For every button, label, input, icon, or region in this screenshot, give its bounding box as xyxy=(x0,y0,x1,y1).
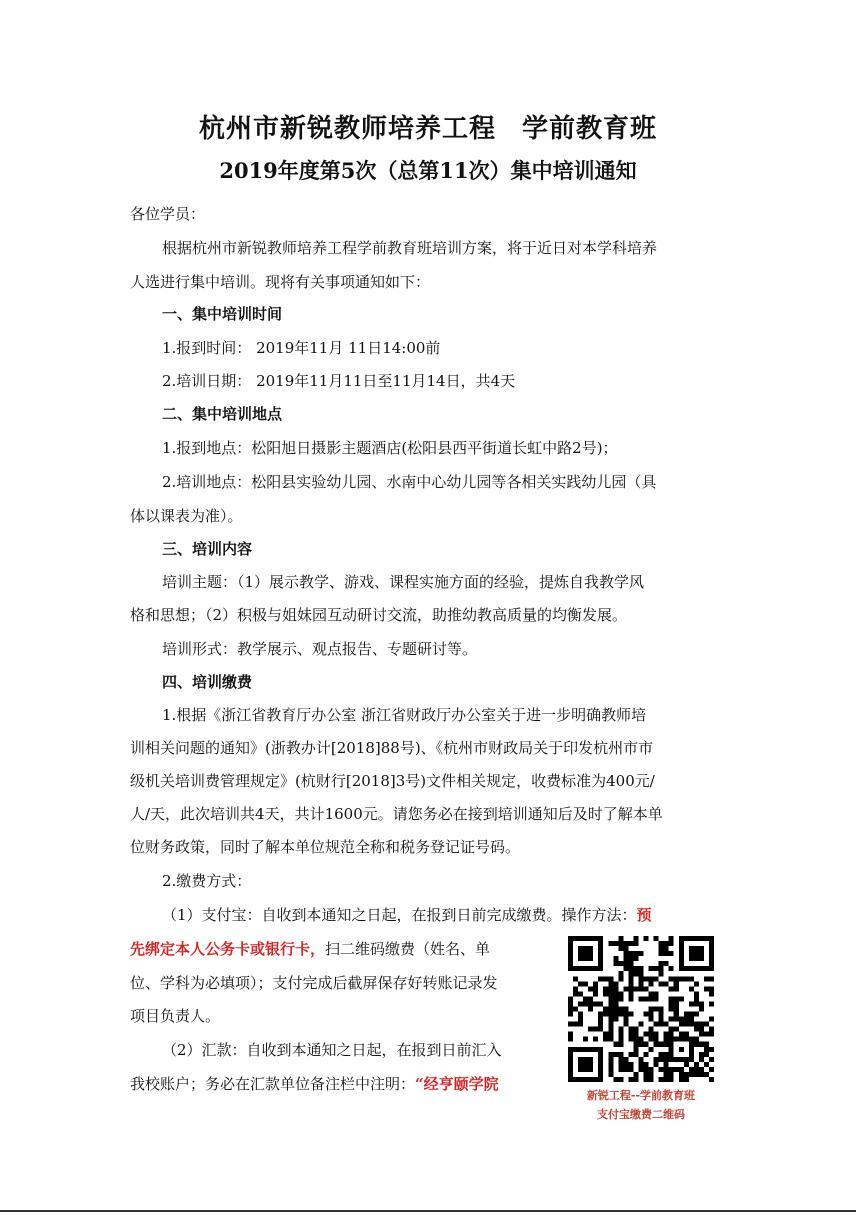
section-1-heading: 一、集中培训时间 xyxy=(162,305,283,323)
fee-line-4: 人/天，此次培训共4天，共计1600元。请您务必在接到培训通知后及时了解本单 xyxy=(130,805,663,823)
training-dates: 2.培训日期： 2019年11月11日至11月14日，共4天 xyxy=(162,372,516,390)
alipay-line-2-emphasis: 先绑定本人公务卡或银行卡， xyxy=(130,940,326,958)
qr-caption-line-2: 支付宝缴费二维码 xyxy=(597,1108,685,1121)
page-subtitle: 2019年度第5次（总第11次）集中培训通知 xyxy=(219,158,637,183)
training-form: 培训形式：教学展示、观点报告、专题研讨等。 xyxy=(162,640,478,658)
page-bottom-rule xyxy=(0,1210,856,1212)
greeting: 各位学员： xyxy=(130,205,206,223)
training-location-line-2: 体以课表为准）。 xyxy=(130,507,243,525)
report-time: 1.报到时间： 2019年11月 11日14:00前 xyxy=(162,339,441,357)
remit-line-1: （2）汇款：自收到本通知之日起，在报到日前汇入 xyxy=(162,1041,502,1059)
fee-line-5: 位财务政策，同时了解本单位规范全称和税务登记证号码。 xyxy=(130,838,521,856)
training-theme-line-1: 培训主题：（1）展示教学、游戏、课程实施方面的经验，提炼自我教学风 xyxy=(162,573,645,591)
intro-line-2: 人选进行集中培训。现将有关事项通知如下： xyxy=(130,273,431,291)
remit-line-2 xyxy=(130,1067,550,1101)
section-3-heading: 三、培训内容 xyxy=(162,540,253,558)
alipay-line-2-text: 扫二维码缴费（姓名、单 xyxy=(325,940,491,958)
fee-line-2: 训相关问题的通知》(浙教办计[2018]88号)、《杭州市财政局关于印发杭州市市 xyxy=(130,739,654,757)
training-theme-line-2: 格和思想；（2）积极与姐妹园互动研讨交流，助推幼教高质量的均衡发展。 xyxy=(130,606,628,624)
section-2-heading: 二、集中培训地点 xyxy=(162,405,283,423)
remit-line-2-text: 我校账户；务必在汇款单位备注栏中注明： xyxy=(130,1075,416,1093)
alipay-line-3: 位、学科为必填项）；支付完成后截屏保存好转账记录发 xyxy=(130,974,498,992)
qr-caption-line-1: 新锐工程--学前教育班 xyxy=(586,1089,696,1102)
alipay-line-1-emphasis: 预 xyxy=(636,906,652,924)
fee-line-1: 1.根据《浙江省教育厅办公室 浙江省财政厅办公室关于进一步明确教师培 xyxy=(162,706,647,724)
fee-line-3: 级机关培训费管理规定》(杭财行[2018]3号)文件相关规定，收费标准为400元/ xyxy=(130,772,655,790)
title-suffix: 学前教育班 xyxy=(522,114,658,144)
training-location-line-1: 2.培训地点：松阳县实验幼儿园、水南中心幼儿园等各相关实践幼儿园（具 xyxy=(162,473,657,491)
remit-line-2-emphasis: “经亨颐学院 xyxy=(415,1075,499,1093)
alipay-line-1 xyxy=(130,898,730,932)
intro-line-1: 根据杭州市新锐教师培养工程学前教育班培训方案，将于近日对本学科培养 xyxy=(162,239,658,257)
section-4-heading: 四、培训缴费 xyxy=(162,673,253,691)
report-location: 1.报到地点：松阳旭日摄影主题酒店(松阳县西平街道长虹中路2号)； xyxy=(162,439,618,457)
alipay-line-4: 项目负责人。 xyxy=(130,1007,221,1025)
title-main: 杭州市新锐教师培养工程 xyxy=(198,114,496,144)
payment-method-heading: 2.缴费方式： xyxy=(162,872,252,890)
alipay-line-2 xyxy=(130,932,550,966)
alipay-line-1-text: （1）支付宝：自收到本通知之日起，在报到日前完成缴费。操作方法： xyxy=(162,906,637,924)
alipay-qr-code-icon xyxy=(568,936,714,1082)
page-title xyxy=(0,108,856,145)
